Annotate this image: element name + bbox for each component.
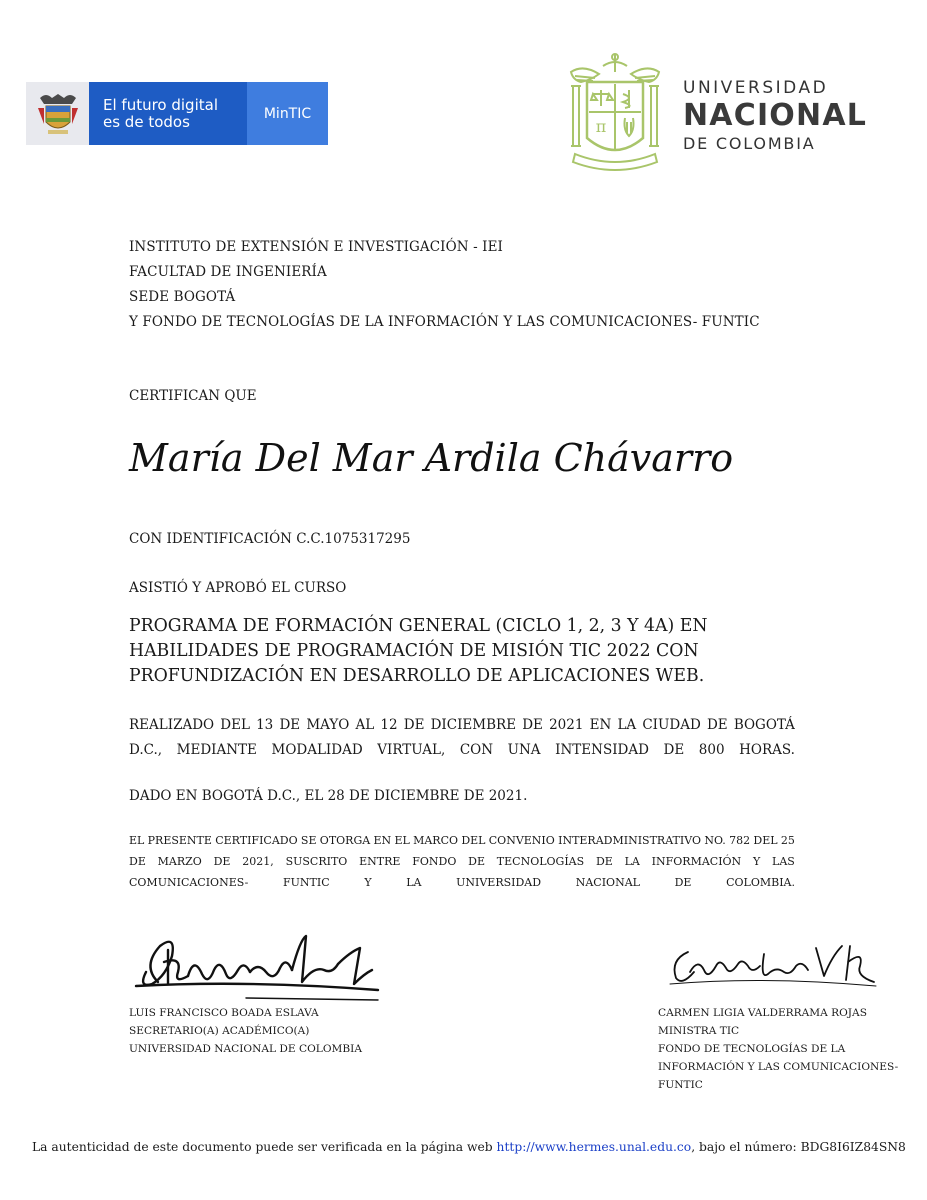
word: EL — [394, 834, 410, 847]
word: NACIONAL — [575, 876, 640, 889]
signatory-right-line: MINISTRA TIC — [658, 1025, 740, 1037]
word: MARZO — [157, 855, 202, 868]
justified-line — [129, 872, 795, 893]
mintic-slogan-line: El futuro digital — [103, 95, 218, 114]
unal-wordmark-line: NACIONAL — [683, 97, 868, 133]
word: DEL — [220, 717, 250, 733]
certifican-que: CERTIFICAN QUE — [129, 388, 257, 404]
signatory-left-line: UNIVERSIDAD NACIONAL DE COLOMBIA — [129, 1043, 362, 1055]
word: 2021 — [549, 717, 584, 733]
word: DE — [213, 855, 231, 868]
word: DE — [706, 717, 728, 733]
word: 12 — [380, 717, 398, 733]
word: EL — [129, 834, 145, 847]
word: DE — [674, 876, 692, 889]
word: DICIEMBRE — [430, 717, 517, 733]
word: CON — [459, 742, 494, 758]
course-dates-statement — [129, 713, 795, 763]
word: MARCO — [413, 834, 459, 847]
word: INTENSIDAD — [555, 742, 649, 758]
word: DE — [595, 855, 613, 868]
word: VIRTUAL, — [377, 742, 446, 758]
verification-text-prefix: La autenticidad de este documento puede ser verificada en la página web — [32, 1140, 497, 1154]
word: REALIZADO — [129, 717, 215, 733]
word: MEDIANTE — [176, 742, 257, 758]
signatory-right-line: CARMEN LIGIA VALDERRAMA ROJAS — [658, 1007, 867, 1019]
mintic-slogan-line: es de todos — [103, 112, 190, 131]
signatory-right — [658, 1004, 898, 1094]
word: Y — [752, 855, 761, 868]
course-title-line: PROGRAMA DE FORMACIÓN GENERAL (CICLO 1, 2, 3 Y 4A) EN — [129, 616, 708, 636]
issuer-line: Y FONDO DE TECNOLOGÍAS DE LA INFORMACIÓN Y LAS COMUNICACIONES- FUNTIC — [129, 314, 760, 330]
word: DE — [663, 742, 685, 758]
unal-wordmark — [683, 77, 867, 155]
word: COMUNICACIONES- — [129, 876, 249, 889]
word: LA — [406, 876, 422, 889]
word: TECNOLOGÍAS — [496, 855, 585, 868]
agreement-note — [129, 830, 795, 893]
signatory-left-line: LUIS FRANCISCO BOADA ESLAVA — [129, 1007, 319, 1019]
word: HORAS. — [739, 742, 795, 758]
word: EN — [589, 717, 612, 733]
word: DE — [403, 717, 425, 733]
justified-line — [129, 830, 795, 851]
word: DE — [129, 855, 146, 868]
issuer-line: SEDE BOGOTÁ — [129, 289, 236, 305]
word: INFORMACIÓN — [651, 855, 742, 868]
recipient-name: María Del Mar Ardila Chávarro — [129, 436, 734, 480]
signatory-left-line: SECRETARIO(A) ACADÉMICO(A) — [129, 1025, 310, 1037]
issuing-institutions — [129, 235, 760, 335]
word: BOGOTÁ — [733, 717, 795, 733]
issuer-line: INSTITUTO DE EXTENSIÓN E INVESTIGACIÓN - IEI — [129, 239, 503, 255]
mintic-slogan — [89, 82, 247, 145]
justified-line — [129, 713, 795, 738]
word: MAYO — [306, 717, 350, 733]
word: UNIVERSIDAD — [456, 876, 542, 889]
signatory-right-line: FUNTIC — [658, 1079, 703, 1091]
issue-date: DADO EN BOGOTÁ D.C., EL 28 DE DICIEMBRE DE 2021. — [129, 788, 528, 804]
word: D.C., — [129, 742, 163, 758]
issuer-line: FACULTAD DE INGENIERÍA — [129, 264, 327, 280]
word: LAS — [772, 855, 795, 868]
word: CONVENIO — [488, 834, 555, 847]
svg-text:π: π — [595, 116, 607, 136]
word: LA — [617, 717, 637, 733]
colombia-coat-of-arms-icon — [26, 82, 89, 145]
verification-code-text: , bajo el número: BDG8I6IZ84SN8 — [691, 1140, 906, 1154]
word: DE — [522, 717, 543, 733]
identification: CON IDENTIFICACIÓN C.C.1075317295 — [129, 531, 411, 547]
word: 782 — [729, 834, 751, 847]
word: PRESENTE — [147, 834, 212, 847]
verification-link[interactable]: http://www.hermes.unal.edu.co — [496, 1140, 692, 1154]
word: FONDO — [412, 855, 457, 868]
course-title-line: HABILIDADES DE PROGRAMACIÓN DE MISIÓN TIC 2022 CON — [129, 641, 699, 661]
word: 25 — [780, 834, 795, 847]
word: 13 — [256, 717, 274, 733]
mintic-brand: MinTIC — [247, 82, 328, 145]
word: UNA — [507, 742, 541, 758]
word: NO. — [704, 834, 726, 847]
word: MODALIDAD — [271, 742, 363, 758]
word: LA — [624, 855, 640, 868]
verification-footer — [32, 1140, 906, 1154]
course-title — [129, 614, 729, 689]
word: AL — [355, 717, 375, 733]
word: SUSCRITO — [285, 855, 348, 868]
signatory-right-line: FONDO DE TECNOLOGÍAS DE LA — [658, 1043, 846, 1055]
course-title-line: PROFUNDIZACIÓN EN DESARROLLO DE APLICACIONES WEB. — [129, 666, 705, 686]
word: CERTIFICADO — [215, 834, 298, 847]
word: 800 — [698, 742, 725, 758]
word: DE — [279, 717, 301, 733]
mintic-logo — [26, 82, 328, 145]
word: DEL — [461, 834, 486, 847]
word: DEL — [753, 834, 778, 847]
justified-line — [129, 738, 795, 763]
course-approval-statement: ASISTIÓ Y APROBÓ EL CURSO — [129, 580, 347, 596]
unal-wordmark-line: UNIVERSIDAD — [683, 77, 829, 98]
unal-seal-icon — [565, 50, 665, 182]
signature-right-image — [664, 936, 880, 992]
word: SE — [300, 834, 317, 847]
unal-logo — [565, 48, 885, 183]
word: COLOMBIA. — [726, 876, 795, 889]
word: EN — [373, 834, 392, 847]
signature-left-image — [128, 926, 388, 1010]
signatory-right-line: INFORMACIÓN Y LAS COMUNICACIONES- — [658, 1061, 899, 1073]
signatory-left — [129, 1004, 362, 1058]
justified-line — [129, 851, 795, 872]
unal-wordmark-line: DE COLOMBIA — [683, 133, 816, 153]
word: 2021, — [242, 855, 274, 868]
word: CIUDAD — [642, 717, 701, 733]
word: INTERADMINISTRATIVO — [558, 834, 702, 847]
word: Y — [364, 876, 372, 889]
word: ENTRE — [359, 855, 401, 868]
word: FUNTIC — [283, 876, 330, 889]
word: DE — [468, 855, 485, 868]
word: OTORGA — [319, 834, 371, 847]
